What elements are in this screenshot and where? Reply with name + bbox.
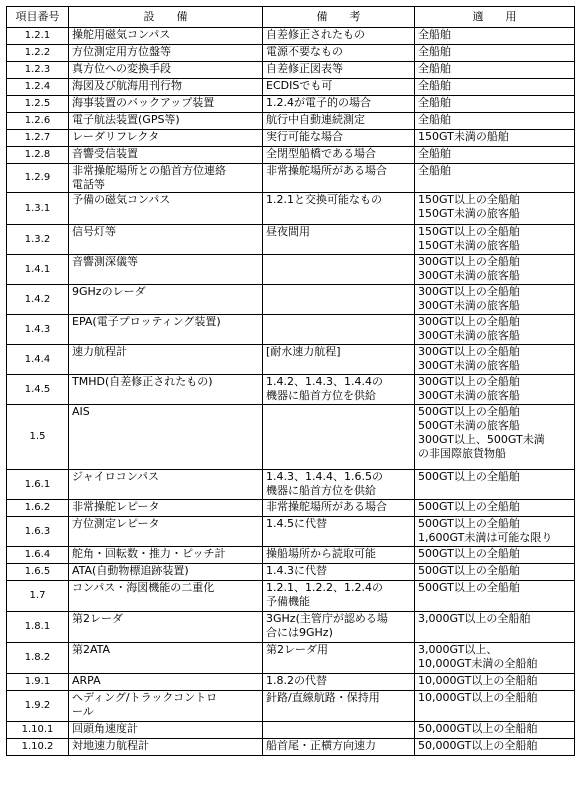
equipment-cell: AIS — [69, 405, 263, 470]
equipment-cell: 信号灯等 — [69, 225, 263, 255]
item-number-cell: 1.6.3 — [7, 517, 69, 547]
item-number-cell: 1.6.4 — [7, 547, 69, 564]
equipment-cell: 舵角・回転数・推力・ピッチ計 — [69, 547, 263, 564]
item-number-cell: 1.2.7 — [7, 130, 69, 147]
table-row — [7, 193, 575, 225]
table-row — [7, 255, 575, 285]
remarks-cell: 全閉型船橋である場合 — [263, 147, 415, 164]
header-applies: 適 用 — [415, 7, 575, 28]
item-number-cell: 1.7 — [7, 581, 69, 612]
remarks-cell — [263, 405, 415, 470]
applies-cell: 300GT以上の全船舶 300GT未満の旅客船 — [415, 345, 575, 375]
remarks-cell: 1.4.2、1.4.3、1.4.4の 機器に船首方位を供給 — [263, 375, 415, 405]
equipment-cell: TMHD(自差修正されたもの) — [69, 375, 263, 405]
equipment-cell: ヘディング/トラックコントロ ール — [69, 691, 263, 722]
table-row — [7, 674, 575, 691]
equipment-table — [6, 6, 575, 756]
applies-cell: 3,000GT以上の全船舶 — [415, 612, 575, 643]
applies-cell: 10,000GT以上の全船舶 — [415, 674, 575, 691]
item-number-cell: 1.3.2 — [7, 225, 69, 255]
table-row — [7, 345, 575, 375]
applies-cell: 全船舶 — [415, 79, 575, 96]
item-number-cell: 1.2.3 — [7, 62, 69, 79]
item-number-cell: 1.6.5 — [7, 564, 69, 581]
equipment-cell: 予備の磁気コンパス — [69, 193, 263, 225]
applies-cell: 50,000GT以上の全船舶 — [415, 722, 575, 739]
equipment-cell: 第2レーダ — [69, 612, 263, 643]
remarks-cell: 航行中自動連続測定 — [263, 113, 415, 130]
applies-cell: 50,000GT以上の全船舶 — [415, 739, 575, 756]
item-number-cell: 1.2.8 — [7, 147, 69, 164]
remarks-cell: 1.8.2の代替 — [263, 674, 415, 691]
table-row — [7, 375, 575, 405]
table-row — [7, 405, 575, 470]
table-row — [7, 517, 575, 547]
remarks-cell: ECDISでも可 — [263, 79, 415, 96]
item-number-cell: 1.2.5 — [7, 96, 69, 113]
item-number-cell: 1.8.2 — [7, 643, 69, 674]
table-row — [7, 79, 575, 96]
remarks-cell: 実行可能な場合 — [263, 130, 415, 147]
item-number-cell: 1.2.9 — [7, 164, 69, 193]
header-remarks: 備 考 — [263, 7, 415, 28]
equipment-cell: 方位測定用方位盤等 — [69, 45, 263, 62]
table-row — [7, 581, 575, 612]
equipment-cell: 第2ATA — [69, 643, 263, 674]
item-number-cell: 1.9.1 — [7, 674, 69, 691]
remarks-cell: 操船場所から読取可能 — [263, 547, 415, 564]
item-number-cell: 1.4.3 — [7, 315, 69, 345]
table-row — [7, 643, 575, 674]
remarks-cell — [263, 285, 415, 315]
equipment-cell: 真方位への変換手段 — [69, 62, 263, 79]
table-row — [7, 225, 575, 255]
remarks-cell: 昼夜間用 — [263, 225, 415, 255]
applies-cell: 3,000GT以上、 10,000GT未満の全船舶 — [415, 643, 575, 674]
applies-cell: 全船舶 — [415, 96, 575, 113]
equipment-cell: 非常操舵場所との船首方位連絡 電話等 — [69, 164, 263, 193]
item-number-cell: 1.8.1 — [7, 612, 69, 643]
applies-cell: 全船舶 — [415, 62, 575, 79]
table-row — [7, 164, 575, 193]
table-row — [7, 147, 575, 164]
item-number-cell: 1.2.6 — [7, 113, 69, 130]
table-row — [7, 113, 575, 130]
item-number-cell: 1.4.4 — [7, 345, 69, 375]
remarks-cell — [263, 722, 415, 739]
table-row — [7, 500, 575, 517]
remarks-cell — [263, 255, 415, 285]
applies-cell: 300GT以上の全船舶 300GT未満の旅客船 — [415, 315, 575, 345]
table-row — [7, 564, 575, 581]
header-row — [7, 7, 575, 28]
equipment-cell: 方位測定レピータ — [69, 517, 263, 547]
table-row — [7, 470, 575, 500]
equipment-cell: ジャイロコンパス — [69, 470, 263, 500]
table-row — [7, 315, 575, 345]
equipment-cell: ATA(自動物標追跡装置) — [69, 564, 263, 581]
item-number-cell: 1.10.1 — [7, 722, 69, 739]
item-number-cell: 1.4.1 — [7, 255, 69, 285]
remarks-cell: 1.2.4が電子的の場合 — [263, 96, 415, 113]
item-number-cell: 1.6.2 — [7, 500, 69, 517]
applies-cell: 300GT以上の全船舶 300GT未満の旅客船 — [415, 375, 575, 405]
remarks-cell: 3GHz(主管庁が認める場 合には9GHz) — [263, 612, 415, 643]
table-row — [7, 722, 575, 739]
item-number-cell: 1.4.5 — [7, 375, 69, 405]
applies-cell: 150GT未満の船舶 — [415, 130, 575, 147]
applies-cell: 500GT以上の全船舶 — [415, 500, 575, 517]
applies-cell: 150GT以上の全船舶 150GT未満の旅客船 — [415, 225, 575, 255]
applies-cell: 全船舶 — [415, 45, 575, 62]
equipment-cell: レーダリフレクタ — [69, 130, 263, 147]
table-row — [7, 28, 575, 45]
applies-cell: 全船舶 — [415, 28, 575, 45]
item-number-cell: 1.10.2 — [7, 739, 69, 756]
header-equipment: 設 備 — [69, 7, 263, 28]
table-row — [7, 739, 575, 756]
applies-cell: 全船舶 — [415, 164, 575, 193]
item-number-cell: 1.5 — [7, 405, 69, 470]
remarks-cell: 自差修正されたもの — [263, 28, 415, 45]
item-number-cell: 1.6.1 — [7, 470, 69, 500]
item-number-cell: 1.2.4 — [7, 79, 69, 96]
remarks-cell: 1.4.5に代替 — [263, 517, 415, 547]
applies-cell: 150GT以上の全船舶 150GT未満の旅客船 — [415, 193, 575, 225]
table-row — [7, 285, 575, 315]
equipment-cell: EPA(電子プロッティング装置) — [69, 315, 263, 345]
remarks-cell: 1.4.3、1.4.4、1.6.5の 機器に船首方位を供給 — [263, 470, 415, 500]
item-number-cell: 1.3.1 — [7, 193, 69, 225]
equipment-cell: 音響測深儀等 — [69, 255, 263, 285]
remarks-cell: 1.2.1と交換可能なもの — [263, 193, 415, 225]
remarks-cell: 針路/直線航路・保持用 — [263, 691, 415, 722]
table-row — [7, 130, 575, 147]
applies-cell: 500GT以上の全船舶 — [415, 547, 575, 564]
remarks-cell: 非常操舵場所がある場合 — [263, 500, 415, 517]
equipment-cell: 電子航法装置(GPS等) — [69, 113, 263, 130]
item-number-cell: 1.9.2 — [7, 691, 69, 722]
equipment-cell: 対地速力航程計 — [69, 739, 263, 756]
applies-cell: 300GT以上の全船舶 300GT未満の旅客船 — [415, 255, 575, 285]
remarks-cell — [263, 315, 415, 345]
item-number-cell: 1.2.1 — [7, 28, 69, 45]
equipment-cell: コンパス・海図機能の二重化 — [69, 581, 263, 612]
applies-cell: 500GT以上の全船舶 500GT未満の旅客船 300GT以上、500GT未満 の非国際旅貨物船 — [415, 405, 575, 470]
applies-cell: 500GT以上の全船舶 — [415, 564, 575, 581]
applies-cell: 10,000GT以上の全船舶 — [415, 691, 575, 722]
equipment-cell: 操舵用磁気コンパス — [69, 28, 263, 45]
remarks-cell: 1.2.1、1.2.2、1.2.4の 予備機能 — [263, 581, 415, 612]
table-body — [7, 28, 575, 756]
equipment-cell: 9GHzのレーダ — [69, 285, 263, 315]
remarks-cell: 船首尾・正横方向速力 — [263, 739, 415, 756]
equipment-cell: 海事装置のバックアップ装置 — [69, 96, 263, 113]
header-item-number: 項目番号 — [7, 7, 69, 28]
remarks-cell: 自差修正図表等 — [263, 62, 415, 79]
item-number-cell: 1.2.2 — [7, 45, 69, 62]
remarks-cell: 非常操舵場所がある場合 — [263, 164, 415, 193]
table-row — [7, 62, 575, 79]
equipment-cell: 音響受信装置 — [69, 147, 263, 164]
equipment-cell: ARPA — [69, 674, 263, 691]
equipment-cell: 非常操舵レピータ — [69, 500, 263, 517]
table-row — [7, 45, 575, 62]
applies-cell: 500GT以上の全船舶 — [415, 581, 575, 612]
remarks-cell: 第2レーダ用 — [263, 643, 415, 674]
remarks-cell: 電源不要なもの — [263, 45, 415, 62]
table-row — [7, 547, 575, 564]
item-number-cell: 1.4.2 — [7, 285, 69, 315]
applies-cell: 500GT以上の全船舶 — [415, 470, 575, 500]
remarks-cell: 1.4.3に代替 — [263, 564, 415, 581]
applies-cell: 500GT以上の全船舶 1,600GT未満は可能な限り — [415, 517, 575, 547]
table-row — [7, 96, 575, 113]
equipment-cell: 回頭角速度計 — [69, 722, 263, 739]
equipment-cell: 海図及び航海用刊行物 — [69, 79, 263, 96]
equipment-cell: 速力航程計 — [69, 345, 263, 375]
applies-cell: 全船舶 — [415, 147, 575, 164]
applies-cell: 全船舶 — [415, 113, 575, 130]
table-row — [7, 691, 575, 722]
applies-cell: 300GT以上の全船舶 300GT未満の旅客船 — [415, 285, 575, 315]
table-row — [7, 612, 575, 643]
remarks-cell: [耐水速力航程] — [263, 345, 415, 375]
